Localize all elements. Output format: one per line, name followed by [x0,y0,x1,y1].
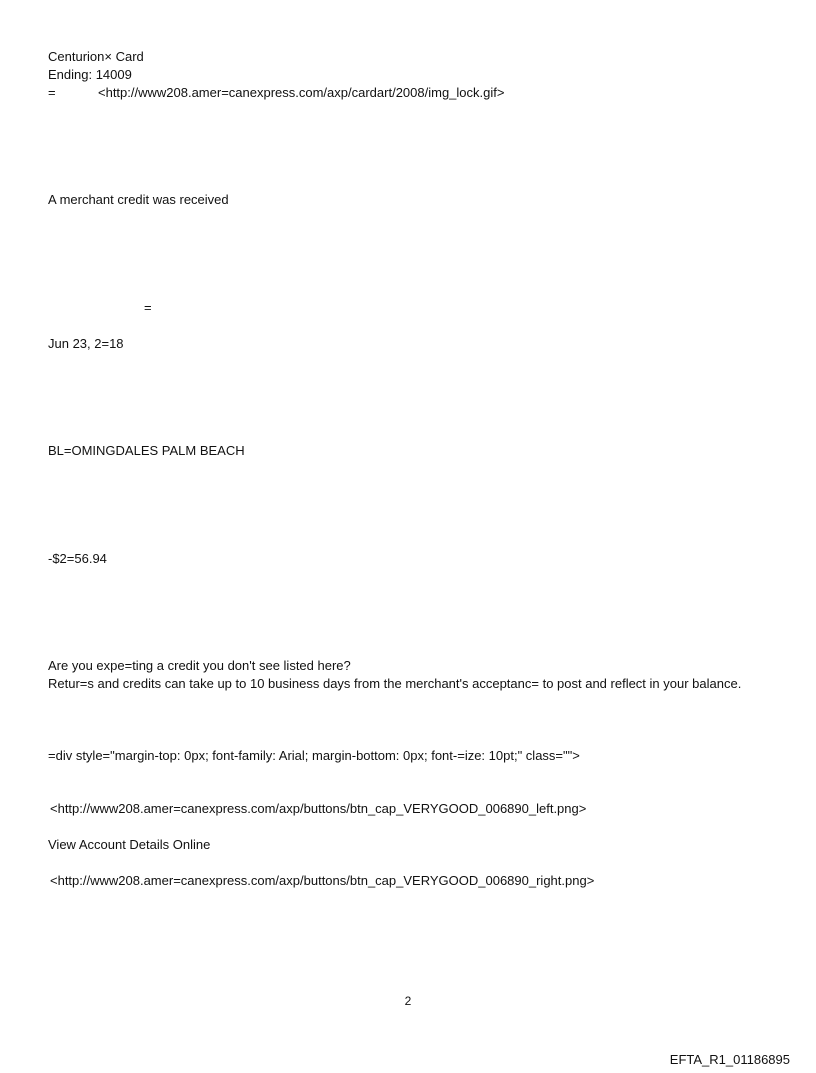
credit-amount: -$2=56.94 [48,551,107,566]
button-right-cap-url: <http://www208.amer=canexpress.com/axp/buttons/btn_cap_VERYGOOD_006890_right.png> [50,873,595,888]
merchant-name: BL=OMINGDALES PALM BEACH [48,443,245,458]
lock-image-url: <http://www208.amer=canexpress.com/axp/cardart/2008/img_lock.gif> [98,85,505,100]
stray-equals: = [144,300,152,315]
page-number: 2 [404,994,412,1008]
button-left-cap-url: <http://www208.amer=canexpress.com/axp/buttons/btn_cap_VERYGOOD_006890_left.png> [50,801,587,816]
credit-question: Are you expe=ting a credit you don't see listed here? [48,658,351,673]
html-fragment: =div style="margin-top: 0px; font-family: Arial; margin-bottom: 0px; font-=ize: 10pt;" class=""> [48,748,580,763]
transaction-date: Jun 23, 2=18 [48,336,124,351]
card-ending: Ending: 14009 [48,67,132,82]
card-name: Centurion× Card [48,49,144,64]
lock-prefix: = [48,85,56,100]
view-account-details-link[interactable]: View Account Details Online [48,837,211,852]
credit-explanation: Retur=s and credits can take up to 10 business days from the merchant's acceptanc= to post and reflect in your balance. [48,676,742,691]
credit-message: A merchant credit was received [48,192,229,207]
document-id: EFTA_R1_01186895 [669,1052,790,1067]
lock-image-line [48,84,505,102]
